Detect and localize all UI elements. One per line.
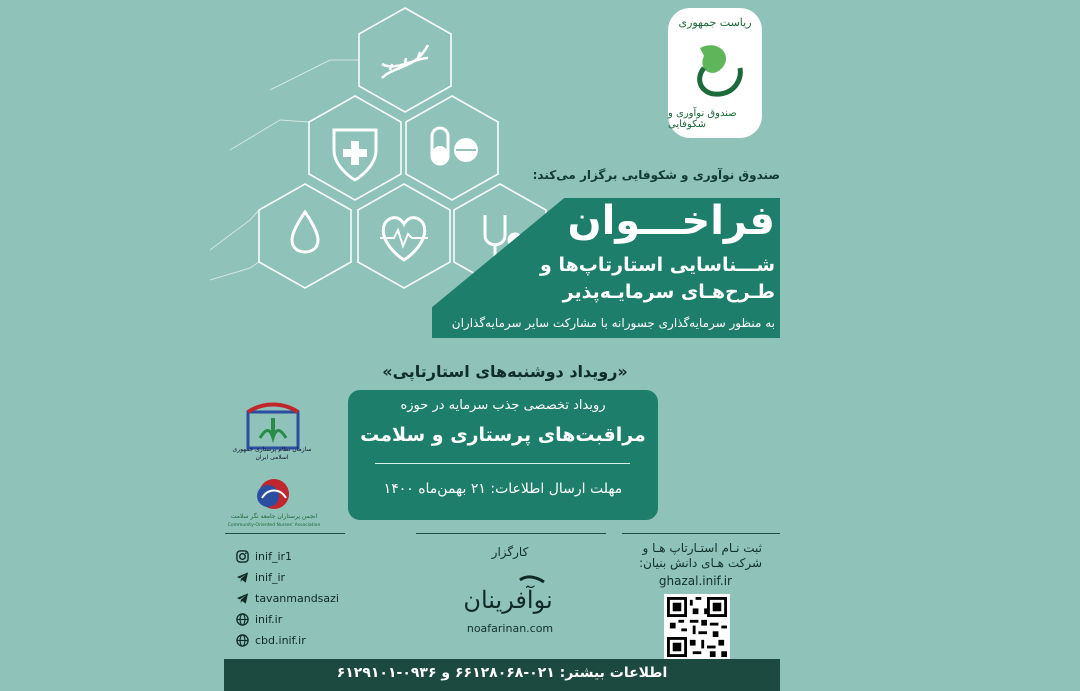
- hexagon-drop: [259, 184, 351, 288]
- logo-bottom-text: صندوق نوآوری و شکوفایی: [668, 108, 737, 130]
- event-line-1: رویداد تخصصی جذب سرمایه در حوزه: [400, 398, 606, 413]
- social-item[interactable]: [236, 567, 339, 588]
- call-title: فراخـــوان: [567, 198, 775, 244]
- social-label: tavanmandsazi: [255, 592, 339, 605]
- community-nurses-text-en: Community-Oriented Nurses' Association: [227, 523, 321, 528]
- organizer-line: صندوق نوآوری و شکوفایی برگزار می‌کند:: [532, 168, 780, 182]
- social-item[interactable]: [236, 630, 339, 651]
- hexagon-heart: [358, 184, 450, 288]
- social-item[interactable]: [236, 609, 339, 630]
- social-label: inif.ir: [255, 613, 283, 626]
- registration-line-2: شرکت هـای دانش بنیان:: [639, 556, 762, 570]
- social-label: inif_ir: [255, 571, 286, 584]
- telegram-icon: [236, 571, 249, 584]
- shield-icon: [334, 130, 376, 180]
- event-deadline: مهلت ارسال اطلاعات: ۲۱ بهمن‌ماه ۱۴۰۰: [383, 481, 623, 497]
- call-subtitle-1: شـــناسایی استارتاپ‌ها و: [540, 254, 775, 276]
- social-item[interactable]: [236, 588, 339, 609]
- instagram-icon: [236, 550, 249, 563]
- social-item[interactable]: [236, 546, 339, 567]
- community-nurses-logo: [222, 474, 326, 530]
- globe-icon: [236, 634, 249, 647]
- sponsor-url[interactable]: noafarinan.com: [466, 622, 554, 635]
- call-subtitle-3: به منظور سرمایه‌گذاری جسورانه با مشارکت سایر سرمایه‌گذاران: [451, 316, 775, 330]
- hexagon-pill: [406, 96, 498, 200]
- sponsor-label: کارگزار: [491, 545, 529, 559]
- event-title: «رویداد دوشنبه‌های استارتاپی»: [382, 362, 628, 381]
- heart-icon: [380, 218, 428, 260]
- pill-icon: [432, 128, 478, 164]
- globe-icon: [236, 613, 249, 626]
- divider-center: [416, 533, 606, 534]
- noafarinan-logo-text: نوآفرینان: [463, 586, 553, 614]
- noafarinan-logo: [458, 570, 558, 620]
- qr-code[interactable]: [664, 594, 730, 660]
- registration-url[interactable]: ghazal.inif.ir: [658, 574, 732, 588]
- contact-text: اطلاعات بیشتر: ۰۲۱-۶۶۱۲۸۰۶۸ و ۰۹۳۶-۶۱۲۹۱۰۱: [336, 665, 668, 681]
- event-divider: [375, 463, 630, 464]
- dna-icon: [382, 45, 428, 78]
- call-subtitle-2: طـرح‌هـای سرمایـه‌پذیر: [562, 281, 775, 303]
- leaf-logo-icon: [680, 38, 750, 100]
- social-label: inif_ir1: [255, 550, 293, 563]
- divider-left: [225, 533, 345, 534]
- telegram-icon: [236, 592, 249, 605]
- nursing-council-text: سازمان نظام پرستاری جمهوری اسلامی ایران: [232, 446, 312, 461]
- logo-top-text: ریاست جمهوری: [678, 16, 752, 29]
- social-links: [236, 546, 339, 651]
- community-nurses-text: انجمن پرستاران جامعه نگر سلامت: [230, 513, 318, 520]
- presidency-fund-logo: [668, 8, 762, 138]
- registration-text: [639, 541, 762, 571]
- registration-line-1: ثبت نـام استـارتاپ هـا و: [642, 541, 762, 555]
- drop-icon: [292, 212, 318, 252]
- event-line-2: مراقبت‌های پرستاری و سلامت: [360, 424, 646, 446]
- social-label: cbd.inif.ir: [255, 634, 306, 647]
- divider-right: [622, 533, 780, 534]
